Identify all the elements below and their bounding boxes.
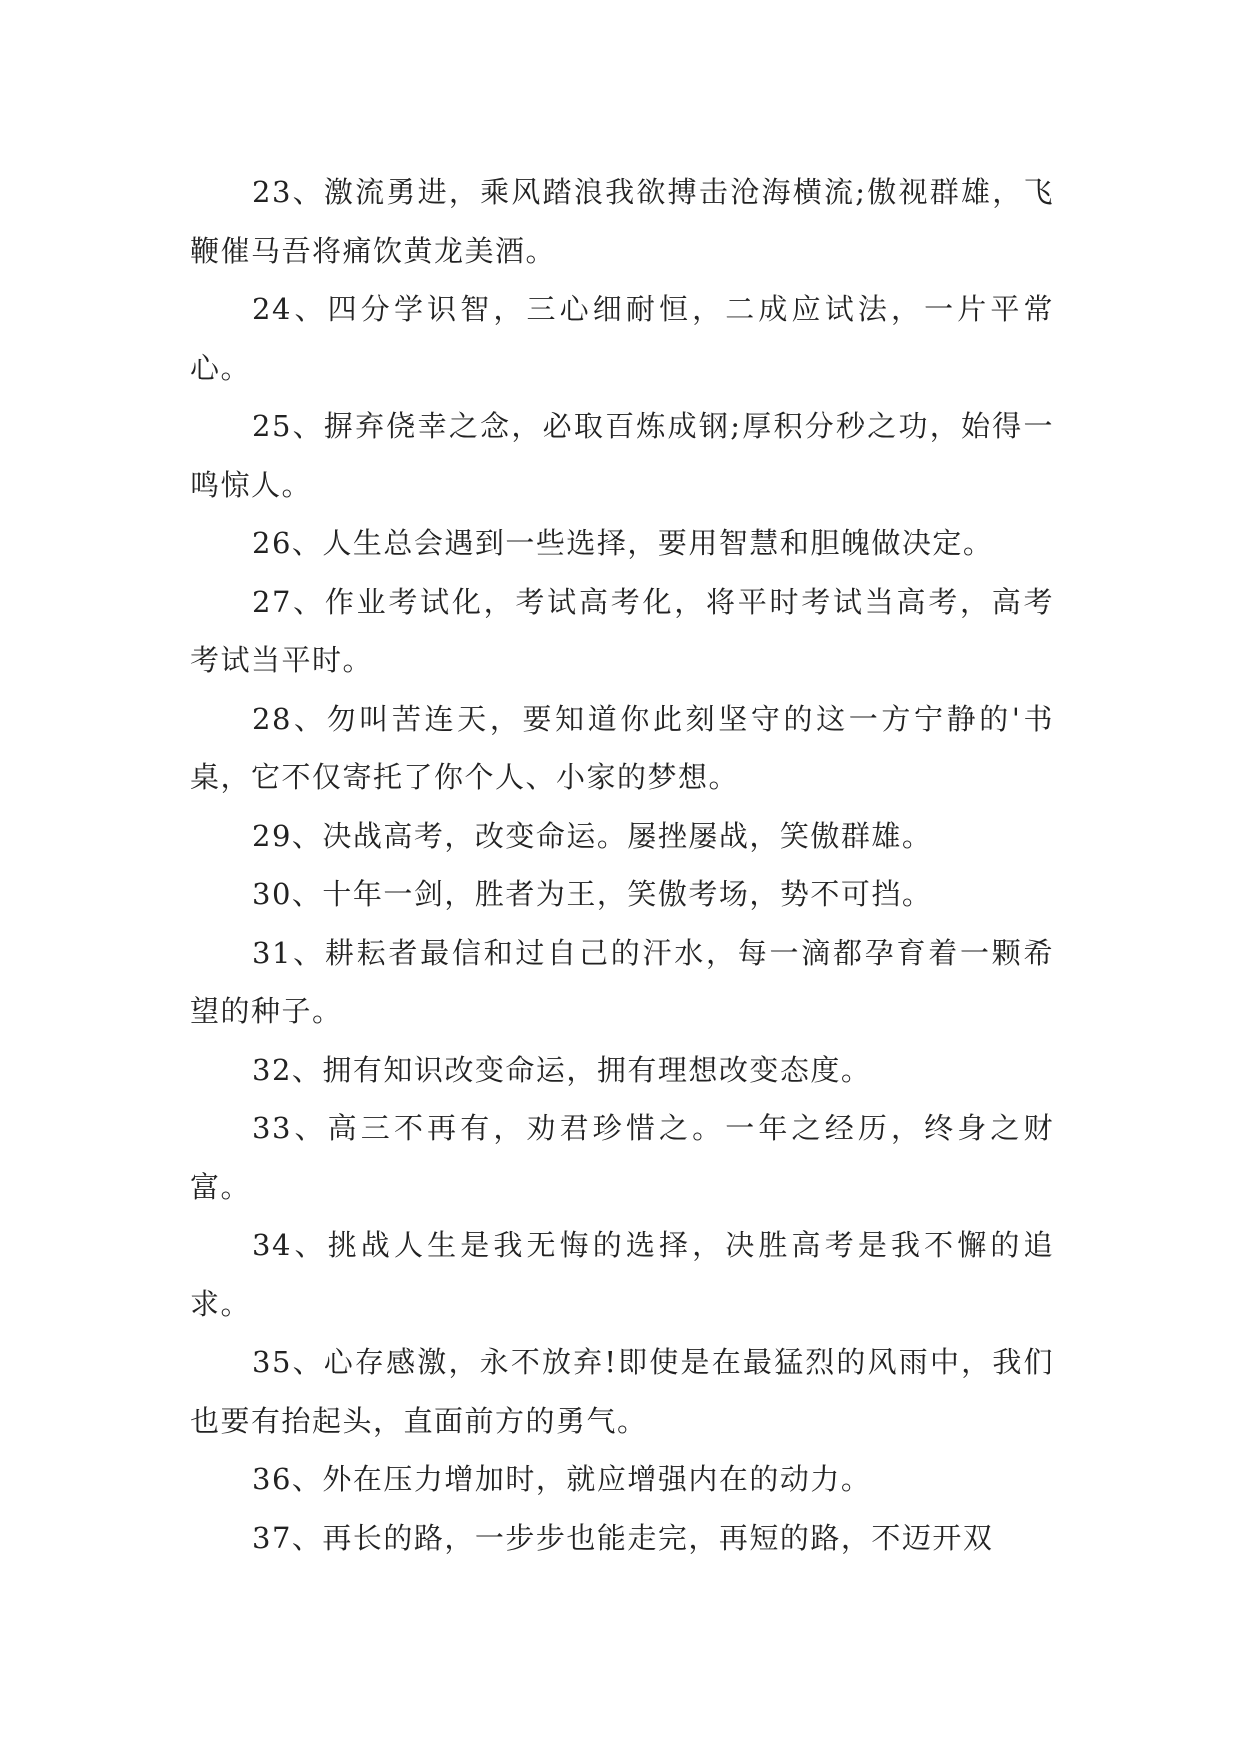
paragraph-33: 33、高三不再有，劝君珍惜之。一年之经历，终身之财富。 [190,1111,1054,1204]
paragraph-36: 36、外在压力增加时，就应增强内在的动力。 [252,1462,872,1496]
paragraph-28: 28、勿叫苦连天，要知道你此刻坚守的这一方宁静的'书桌，它不仅寄托了你个人、小家的梦想。 [190,701,1054,794]
paragraph-34: 34、挑战人生是我无悔的选择，决胜高考是我不懈的追求。 [190,1228,1054,1321]
paragraph-32: 32、拥有知识改变命运，拥有理想改变态度。 [252,1052,872,1087]
paragraph-29: 29、决战高考，改变命运。屡挫屡战，笑傲群雄。 [252,818,933,853]
paragraph-37: 37、再长的路，一步步也能走完，再短的路，不迈开双 [252,1520,994,1555]
document-body [190,163,1054,1567]
paragraph-31: 31、耕耘者最信和过自己的汗水，每一滴都孕育着一颗希望的种子。 [190,935,1054,1028]
paragraph-25: 25、摒弃侥幸之念，必取百炼成钢;厚积分秒之功，始得一鸣惊人。 [190,409,1054,502]
paragraph-23: 23、激流勇进，乘风踏浪我欲搏击沧海横流;傲视群雄，飞鞭催马吾将痛饮黄龙美酒。 [190,175,1054,268]
paragraph-24: 24、四分学识智，三心细耐恒，二成应试法，一片平常心。 [190,292,1054,385]
paragraph-35: 35、心存感激，永不放弃!即使是在最猛烈的风雨中，我们也要有抬起头，直面前方的勇气。 [190,1345,1054,1438]
paragraph-30: 30、十年一剑，胜者为王，笑傲考场，势不可挡。 [252,877,933,911]
paragraph-26: 26、人生总会遇到一些选择，要用智慧和胆魄做决定。 [252,526,994,560]
paragraph-27: 27、作业考试化，考试高考化，将平时考试当高考，高考考试当平时。 [190,584,1054,677]
